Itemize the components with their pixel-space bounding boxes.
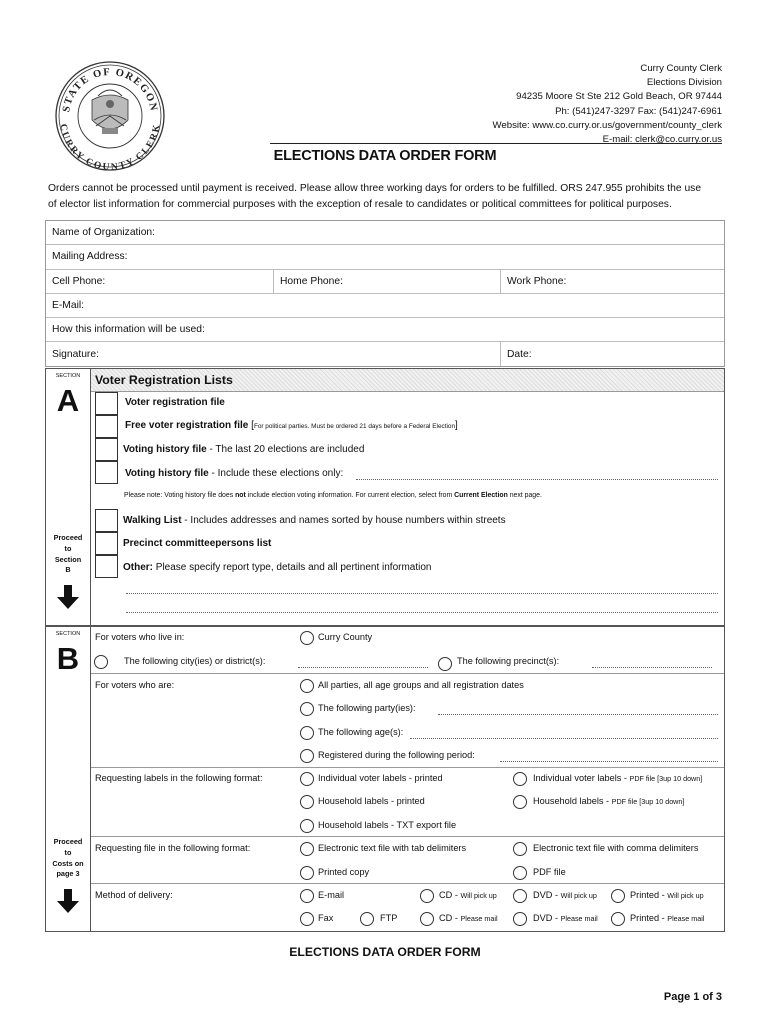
cities-fill-line[interactable] — [298, 667, 428, 668]
household-txt-label: Household labels - TXT export file — [318, 820, 457, 830]
form-title: ELECTIONS DATA ORDER FORM — [273, 148, 497, 164]
voters-live-in-label: For voters who live in: — [95, 632, 185, 642]
free-voter-registration-label: Free voter registration file [For political parties. Must be ordered 21 days before a Federal Election] — [125, 420, 458, 431]
mailing-address-label: Mailing Address: — [52, 251, 128, 263]
dvd-text: DVD - — [533, 890, 561, 900]
other-report-desc: Please specify report type, details and all pertinent information — [153, 562, 432, 573]
note-part: next page. — [507, 492, 542, 499]
note-not: not — [235, 492, 246, 499]
clerk-email[interactable]: E-mail: clerk@co.curry.or.us — [602, 134, 722, 146]
printed-pickup-label — [630, 890, 704, 900]
age-radio[interactable] — [300, 726, 314, 740]
pdf-file-radio[interactable] — [513, 866, 527, 880]
note-part: Please note: Voting history file does — [124, 492, 236, 499]
section-a-proceed — [46, 533, 90, 576]
labels-format-label: Requesting labels in the following format: — [95, 773, 263, 783]
cd-text: CD - — [439, 890, 461, 900]
walking-list-desc: - Includes addresses and names sorted by house numbers within streets — [181, 515, 506, 526]
cd-pickup-label — [439, 890, 497, 900]
cell-phone-label: Cell Phone: — [52, 275, 106, 287]
seal-top-text: STATE OF OREGON — [61, 66, 159, 114]
cd-mail-note: Please mail — [460, 914, 498, 923]
date-field[interactable] — [500, 342, 724, 365]
section-b-divider — [91, 883, 724, 884]
other-report-bold: Other: — [123, 562, 153, 573]
other-details-line-2[interactable] — [126, 612, 718, 613]
comma-delimited-radio[interactable] — [513, 842, 527, 856]
delivery-ftp-radio[interactable] — [360, 912, 374, 926]
printed-pickup-note: Will pick up — [667, 891, 704, 900]
home-phone-label: Home Phone: — [280, 275, 343, 287]
proceed-line: B — [65, 565, 71, 575]
down-arrow-icon — [54, 583, 82, 611]
all-parties-radio[interactable] — [300, 679, 314, 693]
section-b-divider — [91, 767, 724, 768]
party-radio[interactable] — [300, 702, 314, 716]
voting-history-selected-bold: Voting history file — [125, 468, 209, 479]
precincts-label: The following precinct(s): — [457, 656, 560, 666]
note-current-election: Current Election — [454, 492, 508, 499]
dvd-pickup-note: Will pick up — [560, 891, 597, 900]
delivery-email-radio[interactable] — [300, 889, 314, 903]
page-number: Page 1 of 3 — [663, 991, 722, 1003]
individual-pdf-radio[interactable] — [513, 772, 527, 786]
age-fill-line[interactable] — [410, 738, 718, 739]
free-voter-registration-text: Free voter registration file — [125, 420, 249, 431]
household-pdf-note: PDF file [3up 10 down] — [611, 797, 685, 806]
email-field[interactable] — [46, 294, 724, 317]
down-arrow-icon — [54, 887, 82, 915]
registered-period-fill-line[interactable] — [500, 761, 718, 762]
printed-text: Printed - — [630, 890, 668, 900]
proceed-line: to — [64, 847, 72, 857]
precinct-committeepersons-checkbox[interactable] — [95, 532, 118, 555]
precincts-radio[interactable] — [438, 657, 452, 671]
signature-field[interactable] — [46, 342, 500, 365]
walking-list-bold: Walking List — [123, 515, 182, 526]
household-printed-label: Household labels - printed — [318, 796, 425, 806]
individual-pdf-note: PDF file [3up 10 down] — [629, 774, 703, 783]
other-details-line-1[interactable] — [126, 593, 718, 594]
free-voter-registration-note: For political parties. Must be ordered 21 days before a Federal Election — [253, 423, 455, 430]
cd-text: CD - — [439, 913, 461, 923]
email-label: E-Mail: — [52, 300, 85, 312]
printed-copy-label: Printed copy — [318, 867, 370, 877]
section-a-sidebar — [46, 369, 91, 625]
cell-phone-field[interactable] — [46, 270, 273, 293]
printed-mail-note: Please mail — [667, 914, 705, 923]
individual-pdf-label — [533, 773, 702, 783]
proceed-line: page 3 — [56, 869, 80, 879]
other-report-checkbox[interactable] — [95, 555, 118, 578]
clerk-website[interactable]: Website: www.co.curry.or.us/government/county_clerk — [492, 119, 722, 131]
comma-delimited-label: Electronic text file with comma delimiters — [533, 843, 699, 853]
printed-mail-label — [630, 913, 704, 923]
proceed-line: to — [64, 543, 72, 553]
intro-line-1: Orders cannot be processed until payment is received. Please allow three working days for orders to be fulfilled. ORS 247.955 prohibits the use — [48, 183, 702, 194]
usage-label: How this information will be used: — [52, 324, 205, 336]
date-label: Date: — [507, 348, 532, 360]
section-a-label: SECTION — [55, 373, 81, 379]
delivery-fax-label: Fax — [318, 913, 334, 923]
proceed-line: Costs on — [52, 858, 84, 868]
printed-copy-radio[interactable] — [300, 866, 314, 880]
precincts-fill-line[interactable] — [592, 667, 712, 668]
individual-printed-label: Individual voter labels - printed — [318, 773, 443, 783]
mailing-address-field[interactable] — [46, 245, 724, 268]
delivery-ftp-label: FTP — [380, 913, 398, 923]
voting-history-selected-label — [125, 468, 343, 479]
curry-county-label: Curry County — [318, 632, 373, 642]
precinct-committeepersons-label — [123, 538, 271, 549]
cities-radio[interactable] — [94, 655, 108, 669]
household-pdf-text: Household labels - — [533, 796, 612, 806]
section-b-divider — [91, 673, 724, 674]
seal-bottom-text: CURRY COUNTY CLERK — [57, 123, 163, 172]
registered-period-radio[interactable] — [300, 749, 314, 763]
section-b-letter: B — [56, 641, 80, 676]
household-printed-radio[interactable] — [300, 795, 314, 809]
cities-label: The following city(ies) or district(s): — [124, 656, 266, 666]
age-label: The following age(s): — [318, 727, 404, 737]
section-a-title: Voter Registration Lists — [95, 373, 233, 387]
section-a-letter: A — [56, 383, 80, 418]
proceed-line: Proceed — [53, 837, 83, 846]
voting-history-all-desc: - The last 20 elections are included — [206, 444, 365, 455]
work-phone-label: Work Phone: — [507, 275, 567, 287]
dvd-text: DVD - — [533, 913, 561, 923]
individual-printed-radio[interactable] — [300, 772, 314, 786]
tab-delimited-radio[interactable] — [300, 842, 314, 856]
party-label: The following party(ies): — [318, 703, 416, 713]
voting-history-all-label — [123, 444, 364, 455]
voting-history-all-checkbox[interactable] — [95, 438, 118, 461]
organization-label: Name of Organization: — [52, 227, 156, 239]
clerk-phone: Ph: (541)247-3297 Fax: (541)247-6961 — [555, 105, 722, 117]
walking-list-label — [123, 515, 506, 526]
intro-line-2: of elector list information for commercial purposes with the exception of resale to candidates or political committees for political purposes. — [48, 199, 672, 210]
elections-fill-line[interactable] — [356, 479, 718, 480]
cd-pickup-radio[interactable] — [420, 889, 434, 903]
all-parties-label: All parties, all age groups and all registration dates — [318, 680, 524, 690]
signature-label: Signature: — [52, 348, 99, 360]
delivery-fax-radio[interactable] — [300, 912, 314, 926]
tab-delimited-label: Electronic text file with tab delimiters — [318, 843, 467, 853]
party-fill-line[interactable] — [438, 714, 718, 715]
section-b-divider — [91, 836, 724, 837]
cd-mail-radio[interactable] — [420, 912, 434, 926]
individual-pdf-text: Individual voter labels - — [533, 773, 630, 783]
section-b-label: SECTION — [55, 631, 81, 637]
dvd-pickup-label — [533, 890, 597, 900]
voting-history-note — [124, 492, 542, 499]
organization-field[interactable] — [46, 221, 724, 244]
dvd-mail-label — [533, 913, 598, 923]
dvd-mail-radio[interactable] — [513, 912, 527, 926]
clerk-address: 94235 Moore St Ste 212 Gold Beach, OR 97444 — [516, 91, 722, 103]
usage-field[interactable] — [46, 318, 724, 341]
precinct-committeepersons-text: Precinct committeepersons list — [123, 538, 272, 549]
intro-text — [48, 181, 728, 213]
other-report-label — [123, 562, 432, 573]
printed-mail-radio[interactable] — [611, 912, 625, 926]
note-part: include election voting information. For current election, select from — [245, 492, 455, 499]
household-pdf-radio[interactable] — [513, 795, 527, 809]
curry-county-radio[interactable] — [300, 631, 314, 645]
voting-history-selected-checkbox[interactable] — [95, 461, 118, 484]
section-b-sidebar — [46, 627, 91, 931]
delivery-method-label: Method of delivery: — [95, 890, 173, 900]
cd-pickup-note: Will pick up — [460, 891, 497, 900]
contact-info-table — [45, 220, 725, 367]
walking-list-checkbox[interactable] — [95, 509, 118, 532]
pdf-file-label: PDF file — [533, 867, 566, 877]
printed-text: Printed - — [630, 913, 668, 923]
voting-history-selected-desc: - Include these elections only: — [208, 468, 344, 479]
work-phone-field[interactable] — [500, 270, 724, 293]
voter-registration-file-checkbox[interactable] — [95, 392, 118, 415]
voting-history-all-bold: Voting history file — [123, 444, 207, 455]
home-phone-field[interactable] — [273, 270, 500, 293]
proceed-line: Proceed — [53, 533, 83, 542]
cd-mail-label — [439, 913, 498, 923]
dvd-mail-note: Please mail — [560, 914, 598, 923]
clerk-division: Elections Division — [646, 77, 722, 89]
file-format-label: Requesting file in the following format: — [95, 843, 251, 853]
dvd-pickup-radio[interactable] — [513, 889, 527, 903]
free-voter-registration-checkbox[interactable] — [95, 415, 118, 438]
registered-period-label: Registered during the following period: — [318, 750, 475, 760]
proceed-line: Section — [54, 554, 82, 564]
delivery-email-label: E-mail — [318, 890, 345, 900]
printed-pickup-radio[interactable] — [611, 889, 625, 903]
clerk-contact-block — [493, 62, 722, 147]
household-txt-radio[interactable] — [300, 819, 314, 833]
voter-registration-file-label — [125, 397, 225, 408]
section-b-proceed — [46, 837, 90, 880]
voter-registration-file-text: Voter registration file — [125, 397, 225, 408]
footer-form-title: ELECTIONS DATA ORDER FORM — [289, 945, 481, 959]
household-pdf-label — [533, 796, 684, 806]
voters-are-label: For voters who are: — [95, 680, 175, 690]
clerk-name: Curry County Clerk — [640, 63, 722, 74]
header-rule — [270, 143, 722, 144]
